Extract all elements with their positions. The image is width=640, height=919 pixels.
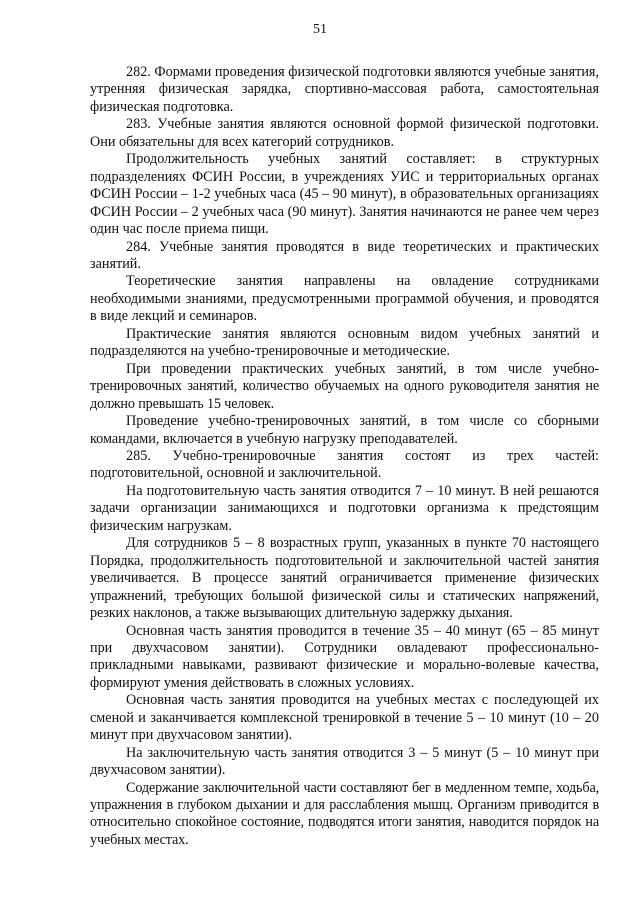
paragraph-theory: Теоретические занятия направлены на овладение сотрудниками необходимыми знаниями, предусмотренными программой обучения, и проводятся в виде лекций и семинаров. <box>90 273 599 325</box>
paragraph-284: 284. Учебные занятия проводятся в виде теоретических и практических занятий. <box>90 238 599 272</box>
paragraph-age-groups: Для сотрудников 5 – 8 возрастных групп, указанных в пункте 70 настоящего Порядка, продолжительность подготовительной и заключительной частей занятия увеличивается. В процессе занятий ограничивается применение физических упражнений, требующих большой физической силы и статических напряжений, резких наклонов, а также вызывающих длительную задержку дыхания. <box>90 535 599 622</box>
paragraph-main-stations: Основная часть занятия проводится на учебных местах с последующей их сменой и заканчивается комплексной тренировкой в течение 5 – 10 минут (10 – 20 минут при двухчасовом занятии). <box>90 692 599 744</box>
paragraph-duration: Продолжительность учебных занятий составляет: в структурных подразделениях ФСИН России, в учреждениях УИС и территориальных органах ФСИН России – 1-2 учебных часа (45 – 90 минут), в образовательных организациях ФСИН России – 2 учебных часа (90 минут). Занятия начинаются не ранее чем через один час после приема пищи. <box>90 151 599 238</box>
paragraph-285: 285. Учебно-тренировочные занятия состоят из трех частей: подготовительной, основной и заключительной. <box>90 447 599 482</box>
paragraph-final-part: На заключительную часть занятия отводится 3 – 5 минут (5 – 10 минут при двухчасовом занятии). <box>90 744 599 779</box>
paragraph-final-content: Содержание заключительной части составляют бег в медленном темпе, ходьба, упражнения в глубоком дыхании и для расслабления мышц. Организм приводится в относительно спокойное состояние, подводятся итоги занятия, наводится порядок на учебных местах. <box>90 779 599 848</box>
paragraph-teams: Проведение учебно-тренировочных занятий, в том числе со сборными командами, включается в учебную нагрузку преподавателей. <box>90 413 599 447</box>
document-body <box>90 64 599 849</box>
paragraph-282: 282. Формами проведения физической подготовки являются учебные занятия, утренняя физическая зарядка, спортивно-массовая работа, самостоятельная физическая подготовка. <box>90 64 599 115</box>
page-number: 51 <box>313 22 327 37</box>
paragraph-main-part: Основная часть занятия проводится в течение 35 – 40 минут (65 – 85 минут при двухчасовом занятии). Сотрудники овладевают профессионально-прикладными навыками, развивают физические и морально-волевые качества, формируют умения действовать в сложных условиях. <box>90 622 599 691</box>
paragraph-preparatory: На подготовительную часть занятия отводится 7 – 10 минут. В ней решаются задачи организации занимающихся и подготовки организма к предстоящим физическим нагрузкам. <box>90 482 599 534</box>
paragraph-283: 283. Учебные занятия являются основной формой физической подготовки. Они обязательны для всех категорий сотрудников. <box>90 116 599 150</box>
paragraph-group-size: При проведении практических учебных занятий, в том числе учебно-тренировочных занятий, количество обучаемых на одного руководителя занятия не должно превышать 15 человек. <box>90 360 599 412</box>
paragraph-practice: Практические занятия являются основным видом учебных занятий и подразделяются на учебно-тренировочные и методические. <box>90 325 599 360</box>
